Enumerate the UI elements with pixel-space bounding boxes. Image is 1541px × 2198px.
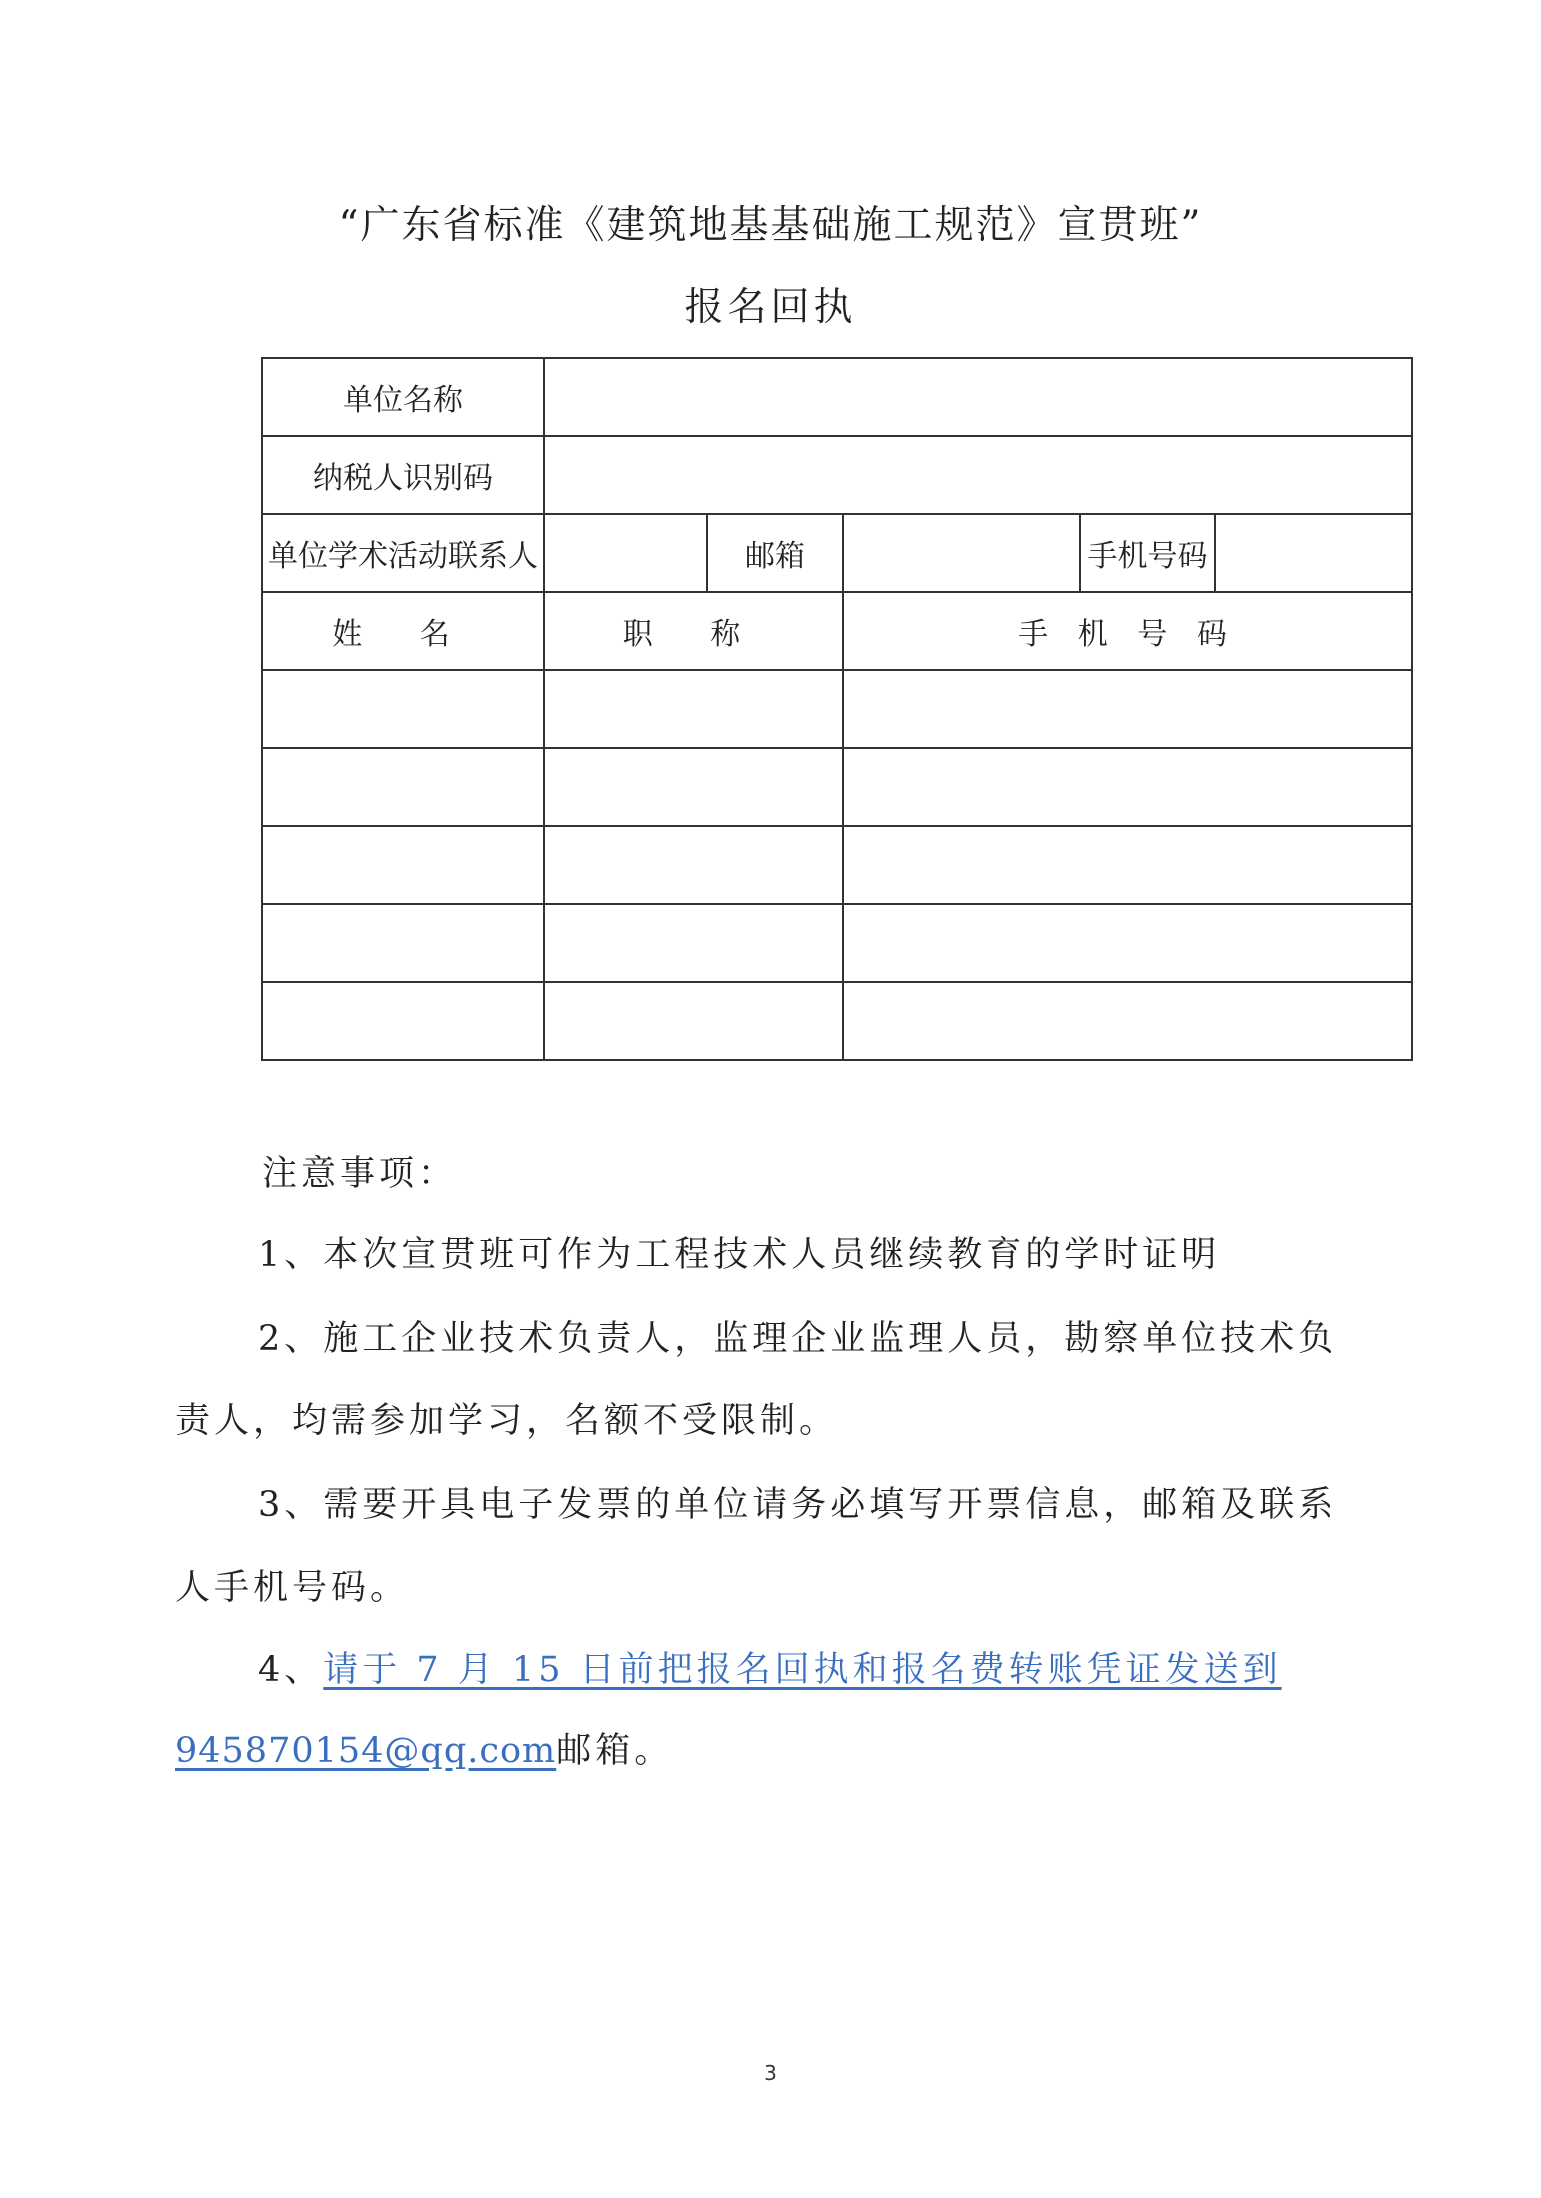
attendee-phone-cell[interactable] xyxy=(843,826,1412,904)
unit-name-label: 单位名称 xyxy=(262,358,544,436)
attendee-title-cell[interactable] xyxy=(544,670,843,748)
taxpayer-id-input-cell[interactable] xyxy=(544,436,1412,514)
note-item-1: 1、本次宣贯班可作为工程技术人员继续教育的学时证明 xyxy=(258,1235,1221,1275)
note-item-4-line-1 xyxy=(258,1642,1282,1692)
taxpayer-id-label: 纳税人识别码 xyxy=(262,436,544,514)
email-label: 邮箱 xyxy=(707,514,843,592)
attendee-name-cell[interactable] xyxy=(262,982,544,1060)
attendee-row xyxy=(262,670,1412,748)
email-input-cell[interactable] xyxy=(843,514,1080,592)
note-item-4-prefix: 4、 xyxy=(258,1650,324,1690)
column-header-phone: 手 机 号 码 xyxy=(843,592,1412,670)
column-header-name: 姓 名 xyxy=(262,592,544,670)
note-item-4-line-2 xyxy=(175,1723,673,1773)
document-subtitle: 报名回执 xyxy=(684,285,857,330)
note-item-3-line-1: 3、需要开具电子发票的单位请务必填写开票信息，邮箱及联系 xyxy=(258,1485,1338,1525)
note-item-4-suffix: 邮箱。 xyxy=(556,1731,674,1771)
note-item-4-link[interactable]: 请于 7 月 15 日前把报名回执和报名费转账凭证发送到 xyxy=(323,1650,1282,1690)
contact-person-input-cell[interactable] xyxy=(544,514,707,592)
notes-heading: 注意事项： xyxy=(262,1154,458,1194)
registration-form-table xyxy=(261,357,1413,1061)
attendee-title-cell[interactable] xyxy=(544,748,843,826)
attendee-title-cell[interactable] xyxy=(544,904,843,982)
email-link[interactable]: 945870154@qq.com xyxy=(175,1731,557,1771)
attendee-name-cell[interactable] xyxy=(262,826,544,904)
note-item-3-line-2: 人手机号码。 xyxy=(175,1568,410,1608)
attendee-name-cell[interactable] xyxy=(262,748,544,826)
attendee-header-row xyxy=(262,592,1412,670)
attendee-phone-cell[interactable] xyxy=(843,748,1412,826)
attendee-row xyxy=(262,904,1412,982)
phone-label: 手机号码 xyxy=(1080,514,1215,592)
note-item-2-line-1: 2、施工企业技术负责人，监理企业监理人员，勘察单位技术负 xyxy=(258,1319,1338,1359)
unit-name-row xyxy=(262,358,1412,436)
attendee-phone-cell[interactable] xyxy=(843,982,1412,1060)
unit-name-input-cell[interactable] xyxy=(544,358,1412,436)
attendee-name-cell[interactable] xyxy=(262,904,544,982)
attendee-phone-cell[interactable] xyxy=(843,670,1412,748)
page-number: 3 xyxy=(764,2061,777,2085)
attendee-title-cell[interactable] xyxy=(544,826,843,904)
contact-row xyxy=(262,514,1412,592)
note-item-2-line-2: 责人，均需参加学习，名额不受限制。 xyxy=(175,1401,839,1441)
attendee-row xyxy=(262,826,1412,904)
taxpayer-id-row xyxy=(262,436,1412,514)
attendee-phone-cell[interactable] xyxy=(843,904,1412,982)
column-header-title: 职 称 xyxy=(544,592,843,670)
document-title: “广东省标准《建筑地基基础施工规范》宣贯班” xyxy=(338,203,1203,248)
attendee-row xyxy=(262,748,1412,826)
attendee-name-cell[interactable] xyxy=(262,670,544,748)
attendee-row xyxy=(262,982,1412,1060)
contact-person-label: 单位学术活动联系人 xyxy=(262,514,544,592)
phone-input-cell[interactable] xyxy=(1215,514,1412,592)
attendee-title-cell[interactable] xyxy=(544,982,843,1060)
